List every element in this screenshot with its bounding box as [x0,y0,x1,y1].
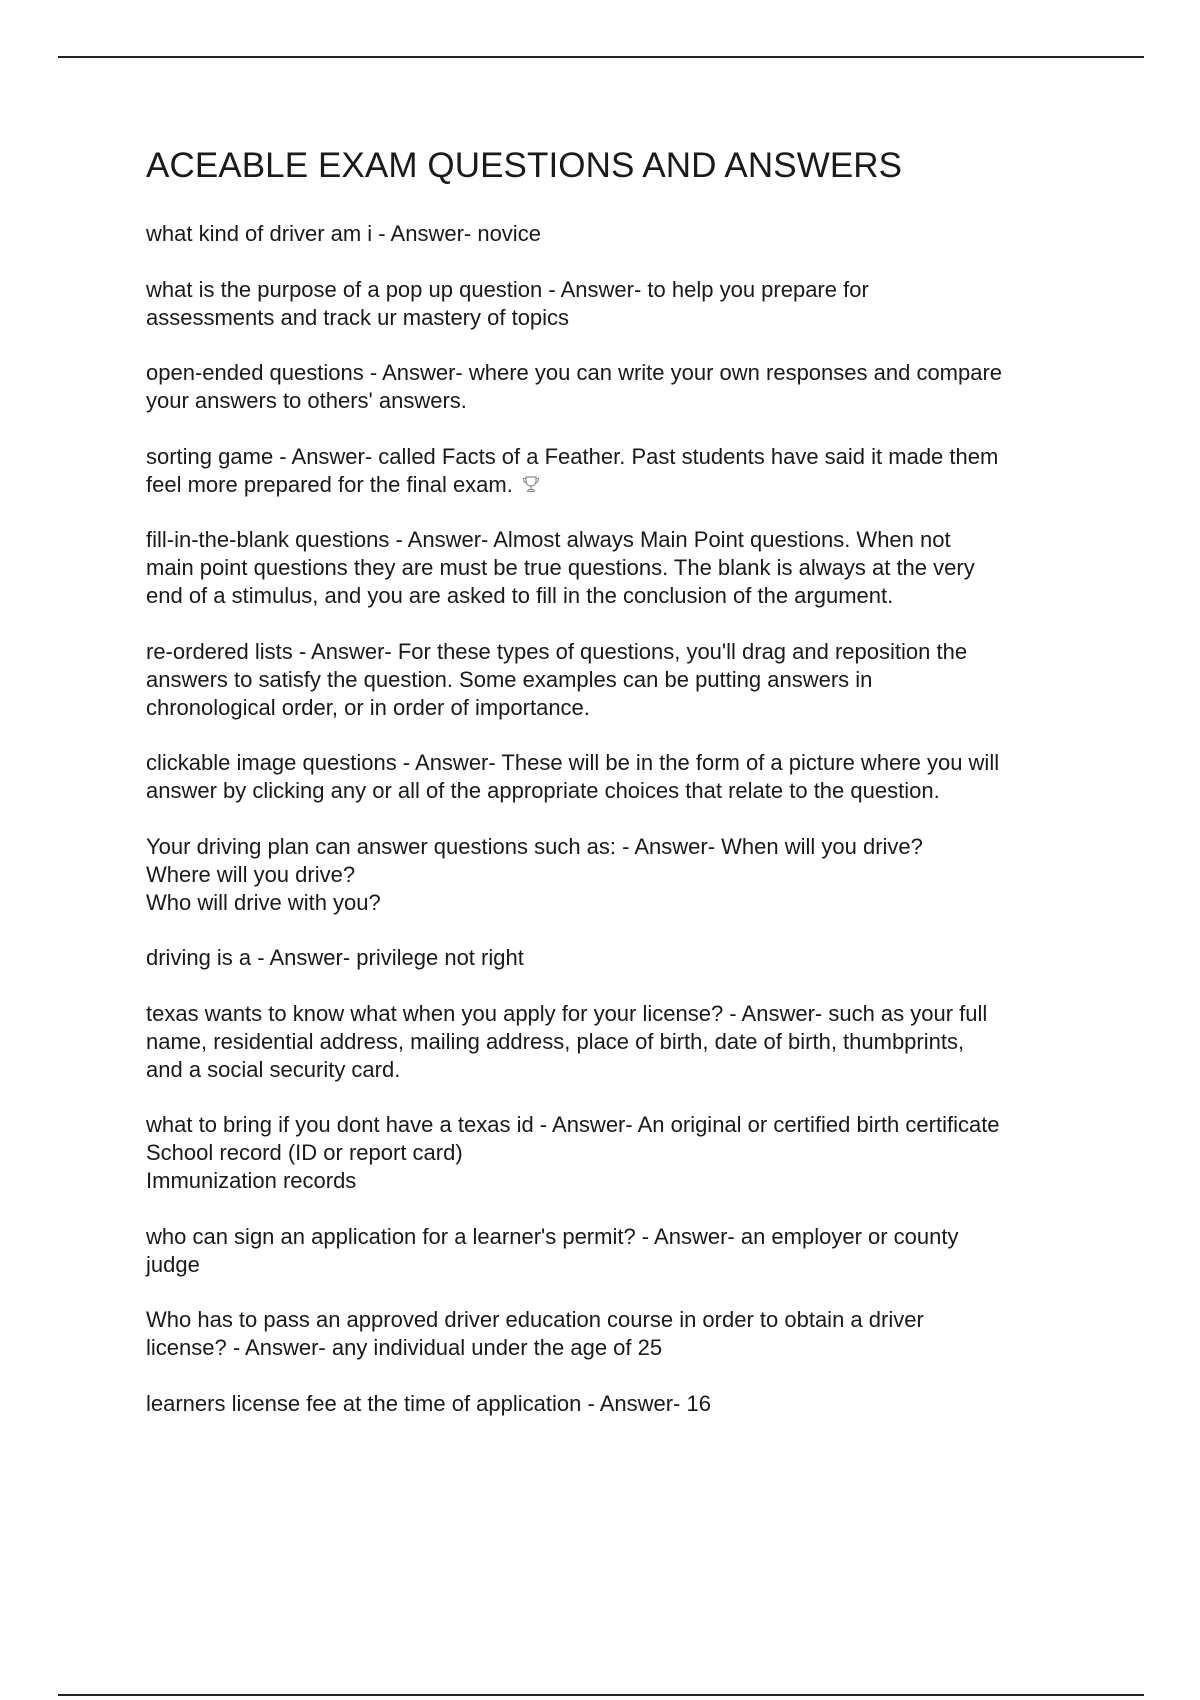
qa-text-line: driving is a - Answer- privilege not right [146,945,524,970]
qa-item [146,638,1106,722]
qa-item [146,1390,1106,1418]
qa-text-line: open-ended questions - Answer- where you can write your own responses and compare [146,360,1003,385]
qa-item [146,526,1106,610]
qa-text-line: main point questions they are must be true questions. The blank is always at the very [146,555,975,580]
document-body [146,142,1106,1445]
qa-text-line: name, residential address, mailing address, place of birth, date of birth, thumbprints, [146,1028,965,1054]
qa-text-line: what kind of driver am i - Answer- novice [146,221,541,246]
qa-text-line: assessments and track ur mastery of topics [146,304,570,330]
qa-text-line: answers to satisfy the question. Some examples can be putting answers in [146,666,873,692]
qa-text-line: what is the purpose of a pop up question - Answer- to help you prepare for [146,276,869,302]
qa-text-line: feel more prepared for the final exam. [146,471,513,497]
qa-text-line: Who will drive with you? [146,889,381,915]
qa-text-line: chronological order, or in order of importance. [146,694,590,720]
trophy-icon [521,474,541,494]
qa-text-line: School record (ID or report card) [146,1140,463,1165]
qa-text-line: judge [146,1251,200,1277]
qa-text-line: re-ordered lists - Answer- For these types of questions, you'll drag and reposition the [146,638,968,664]
qa-item [146,749,1106,805]
qa-text-line: what to bring if you dont have a texas id - Answer- An original or certified birth certificate [146,1112,1000,1137]
qa-text-line: learners license fee at the time of application - Answer- 16 [146,1390,711,1416]
qa-text-line: license? - Answer- any individual under the age of 25 [146,1335,663,1360]
qa-item [146,359,1106,415]
qa-item [146,833,1106,917]
qa-item [146,1111,1106,1195]
qa-item [146,1306,1106,1362]
bottom-rule [58,1694,1144,1696]
qa-text-line-with-icon [146,471,1106,499]
qa-text-line: Where will you drive? [146,861,356,887]
qa-text-line: Your driving plan can answer questions such as: - Answer- When will you drive? [146,833,923,859]
qa-text-line: Immunization records [146,1168,357,1193]
qa-text-line: texas wants to know what when you apply for your license? - Answer- such as your full [146,1000,988,1026]
top-rule [58,56,1144,58]
qa-text-line: and a social security card. [146,1056,401,1082]
qa-item [146,944,1106,972]
qa-list [146,220,1106,1418]
document-title: ACEABLE EXAM QUESTIONS AND ANSWERS [146,146,903,185]
qa-text-line: your answers to others' answers. [146,388,467,413]
qa-text-line: Who has to pass an approved driver education course in order to obtain a driver [146,1307,924,1332]
qa-item [146,443,1106,499]
qa-text-line: clickable image questions - Answer- These will be in the form of a picture where you will [146,750,1000,775]
qa-item [146,220,1106,248]
qa-item [146,1223,1106,1279]
qa-text-line: end of a stimulus, and you are asked to fill in the conclusion of the argument. [146,583,894,608]
qa-text-line: answer by clicking any or all of the appropriate choices that relate to the question. [146,778,940,803]
qa-text-line: sorting game - Answer- called Facts of a Feather. Past students have said it made them [146,443,999,469]
qa-text-line: fill-in-the-blank questions - Answer- Almost always Main Point questions. When not [146,527,951,552]
qa-item [146,1000,1106,1084]
qa-item [146,276,1106,332]
qa-text-line: who can sign an application for a learner's permit? - Answer- an employer or county [146,1223,959,1249]
